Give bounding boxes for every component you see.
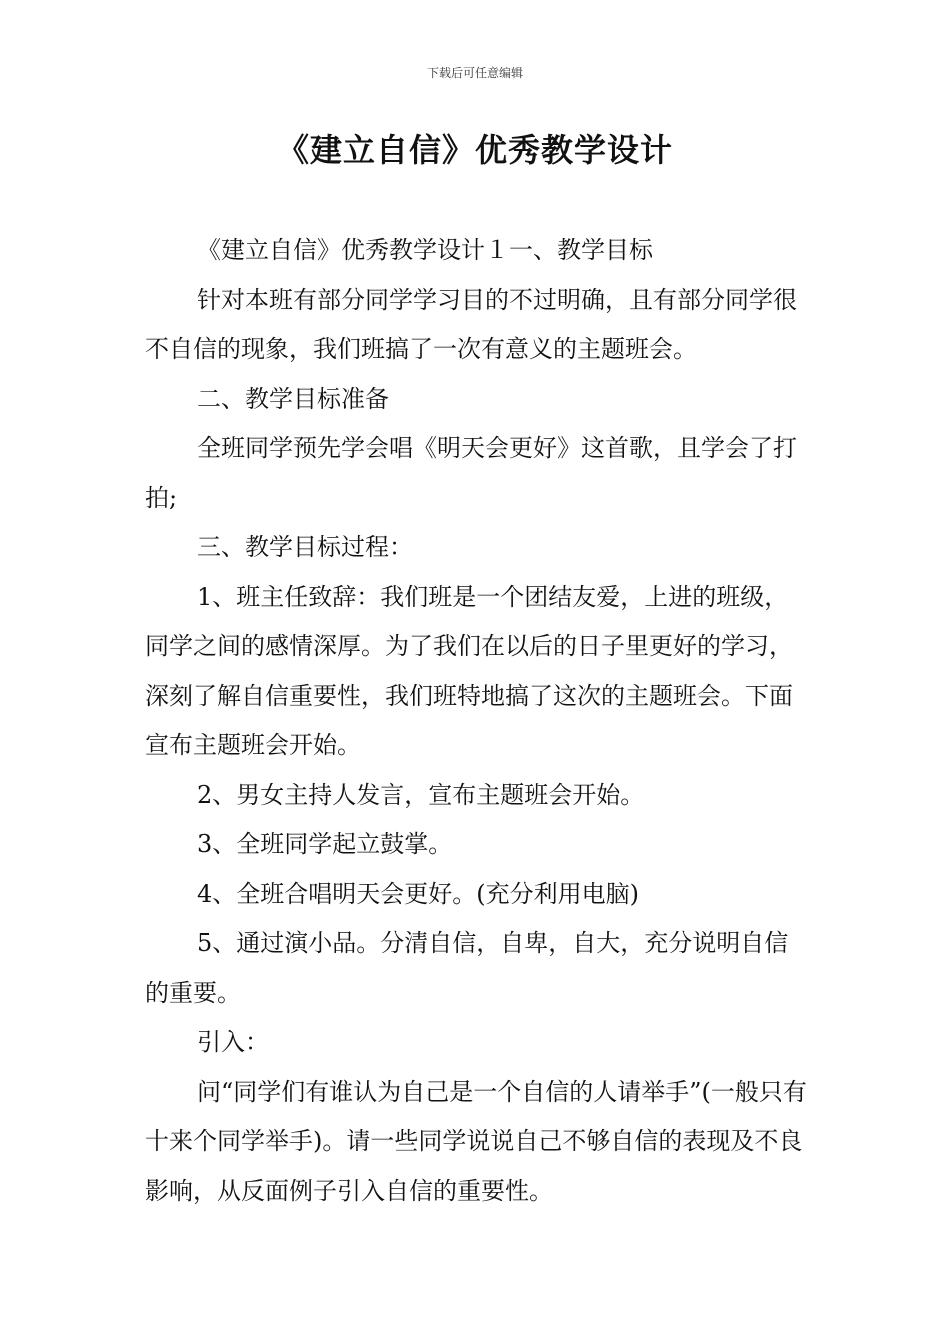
paragraph-step-1: 1、班主任致辞：我们班是一个团结友爱，上进的班级，同学之间的感情深厚。为了我们在以后的日子里更好的学习，深刻了解自信重要性，我们班特地搞了这次的主题班会。下面宣布主题班会开始。 bbox=[145, 582, 793, 759]
paragraph-introduction-question: 问“同学们有谁认为自己是一个自信的人请举手”(一般只有十来个同学举手)。请一些同学说说自己不够自信的表现及不良影响，从反面例子引入自信的重要性。 bbox=[145, 1077, 807, 1205]
paragraph-introduction-label: 引入： bbox=[197, 1028, 269, 1056]
paragraph-section-two-heading: 二、教学目标准备 bbox=[197, 384, 389, 413]
paragraph-step-3: 3、全班同学起立鼓掌。 bbox=[197, 830, 453, 858]
paragraph-section-three-heading: 三、教学目标过程： bbox=[197, 533, 413, 561]
page-header-note: 下载后可任意编辑 bbox=[426, 66, 523, 80]
document-title: 《建立自信》优秀教学设计 bbox=[276, 131, 673, 169]
document-body bbox=[145, 226, 810, 1216]
paragraph-step-5: 5、通过演小品。分清自信，自卑，自大，充分说明自信的重要。 bbox=[145, 929, 789, 1007]
paragraph-objective: 针对本班有部分同学学习目的不过明确，且有部分同学很不自信的现象，我们班搞了一次有意义的主题班会。 bbox=[145, 285, 797, 363]
paragraph-section-one-heading: 《建立自信》优秀教学设计１一、教学目标 bbox=[197, 236, 653, 264]
paragraph-step-2: 2、男女主持人发言，宣布主题班会开始。 bbox=[197, 780, 645, 809]
paragraph-preparation: 全班同学预先学会唱《明天会更好》这首歌，且学会了打拍; bbox=[145, 434, 797, 512]
paragraph-step-4: 4、全班合唱明天会更好。(充分利用电脑) bbox=[197, 879, 639, 908]
